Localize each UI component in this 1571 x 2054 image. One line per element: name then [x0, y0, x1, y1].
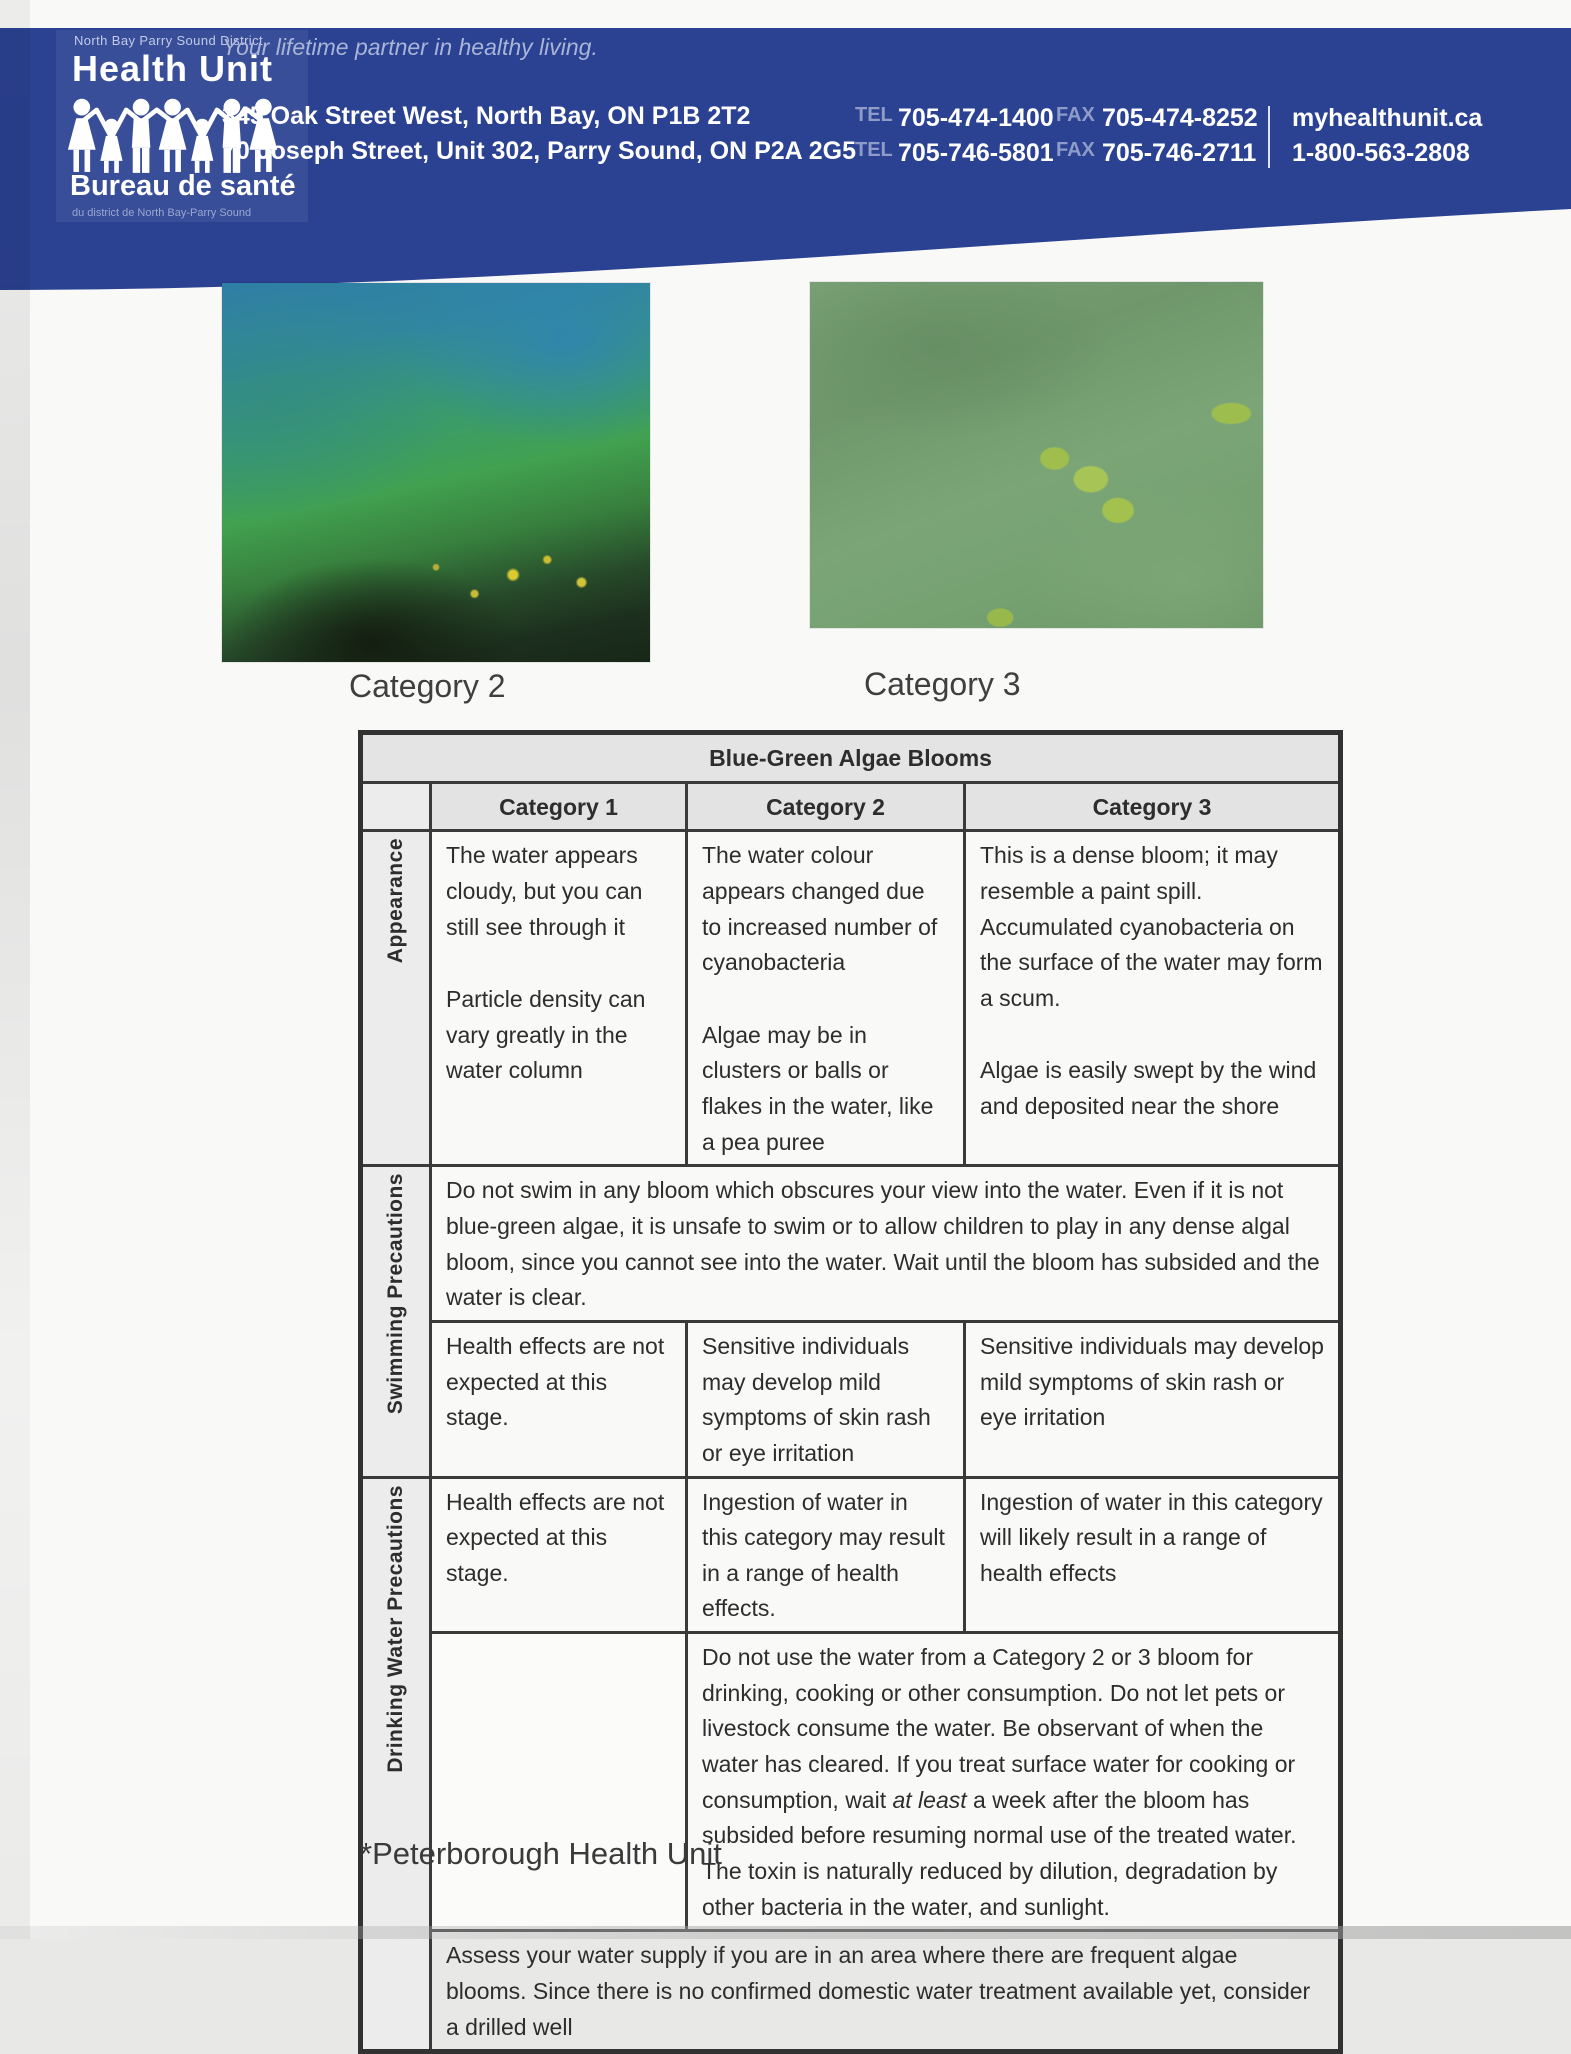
appearance-category-2-cell [687, 831, 965, 1166]
swimming-category-2-cell: Sensitive individuals may develop mild symptoms of skin rash or eye irritation [687, 1321, 965, 1477]
photo-caption-category-3: Category 3 [864, 666, 1021, 702]
tel-label-1: TEL [855, 104, 893, 126]
table-corner-cell [361, 782, 431, 831]
column-header-category-2: Category 2 [687, 782, 965, 831]
column-header-category-1: Category 1 [431, 782, 687, 831]
appearance-c1-paragraph-2: Particle density can vary greatly in the water column [446, 986, 646, 1084]
fax-number-1: 705-474-8252 [1102, 104, 1258, 132]
drinking-category-3-cell: Ingestion of water in this category will likely result in a range of health effects [965, 1477, 1341, 1633]
drinking-category-2-cell: Ingestion of water in this category may result in a range of health effects. [687, 1477, 965, 1633]
tollfree-number: 1-800-563-2808 [1292, 139, 1470, 167]
row-label-swimming-precautions: Swimming Precautions [361, 1166, 431, 1477]
contact-divider-line [1268, 106, 1270, 168]
address-north-bay: 345 Oak Street West, North Bay, ON P1B 2T2 [222, 102, 751, 130]
column-header-category-3: Category 3 [965, 782, 1341, 831]
tel-number-1: 705-474-1400 [898, 104, 1054, 132]
photo-caption-category-2: Category 2 [349, 668, 506, 704]
tel-number-2: 705-746-5801 [898, 139, 1054, 167]
website-link: myhealthunit.ca [1292, 104, 1483, 132]
appearance-category-3-cell [965, 831, 1341, 1166]
row-label-drinking-water-precautions: Drinking Water Precautions [361, 1477, 431, 2052]
row-label-appearance: Appearance [361, 831, 431, 1166]
algae-photo-category-2 [222, 283, 650, 662]
drinking-merged-text-pre: Do not use the water from a Category 2 or 3 bloom for drinking, cooking or other consumption. Do not let pets or livestock consume the water. Be observant of when the water has cleared. If you treat surface water for cooking or consumption, wait [702, 1644, 1296, 1813]
org-district-french: du district de North Bay-Parry Sound [72, 207, 252, 219]
drinking-category-2-3-merged-cell [687, 1633, 1341, 1931]
org-name: Health Unit [72, 48, 274, 89]
algae-photo-category-3 [810, 282, 1263, 628]
fax-number-2: 705-746-2711 [1102, 139, 1257, 167]
org-name-french: Bureau de santé [70, 170, 296, 202]
appearance-category-1-cell [431, 831, 687, 1166]
drinking-category-1-cell: Health effects are not expected at this stage. [431, 1477, 687, 1633]
drinking-merged-text-italic: at least [892, 1786, 967, 1813]
swimming-all-categories-cell: Do not swim in any bloom which obscures your view into the water. Even if it is not blue-green algae, it is unsafe to swim or to allow children to play in any dense algal bloom, since you cannot see into the water. Wait until the bloom has subsided and the water is clear. [431, 1166, 1341, 1322]
appearance-c2-paragraph-2: Algae may be in clusters or balls or flakes in the water, like a pea puree [702, 1021, 934, 1155]
appearance-c1-paragraph-1: The water appears cloudy, but you can still see through it [446, 842, 643, 940]
drinking-assess-cell: Assess your water supply if you are in an area where there are frequent algae blooms. Since there is no confirmed domestic water treatment available yet, consider a drilled well [431, 1931, 1341, 2052]
table-title: Blue-Green Algae Blooms [361, 733, 1341, 783]
tel-label-2: TEL [855, 139, 893, 161]
swimming-category-1-cell: Health effects are not expected at this stage. [431, 1321, 687, 1477]
drinking-merged-text-post: a week after the bloom has subsided before resuming normal use of the treated water. The toxin is naturally reduced by dilution, degradation by other bacteria in the water, and sunlight. [702, 1786, 1297, 1920]
fax-label-1: FAX [1056, 104, 1095, 126]
fax-label-2: FAX [1056, 139, 1095, 161]
address-parry-sound: 70 Joseph Street, Unit 302, Parry Sound, ON P2A 2G5 [222, 137, 857, 165]
tagline: Your lifetime partner in healthy living. [222, 34, 598, 60]
appearance-c2-paragraph-1: The water colour appears changed due to increased number of cyanobacteria [702, 842, 938, 976]
scan-edge-artifact-bottom [0, 1926, 1571, 1939]
source-footnote: *Peterborough Health Unit [360, 1836, 722, 1871]
swimming-category-3-cell: Sensitive individuals may develop mild symptoms of skin rash or eye irritation [965, 1321, 1341, 1477]
appearance-c3-paragraph-2: Algae is easily swept by the wind and deposited near the shore [980, 1057, 1317, 1120]
drinking-category-1-empty-cell [431, 1633, 687, 1931]
scan-edge-artifact-left [0, 0, 30, 1939]
org-district-label: North Bay Parry Sound District [74, 33, 264, 48]
appearance-c3-paragraph-1: This is a dense bloom; it may resemble a paint spill. Accumulated cyanobacteria on the surface of the water may form a scum. [980, 842, 1323, 1011]
